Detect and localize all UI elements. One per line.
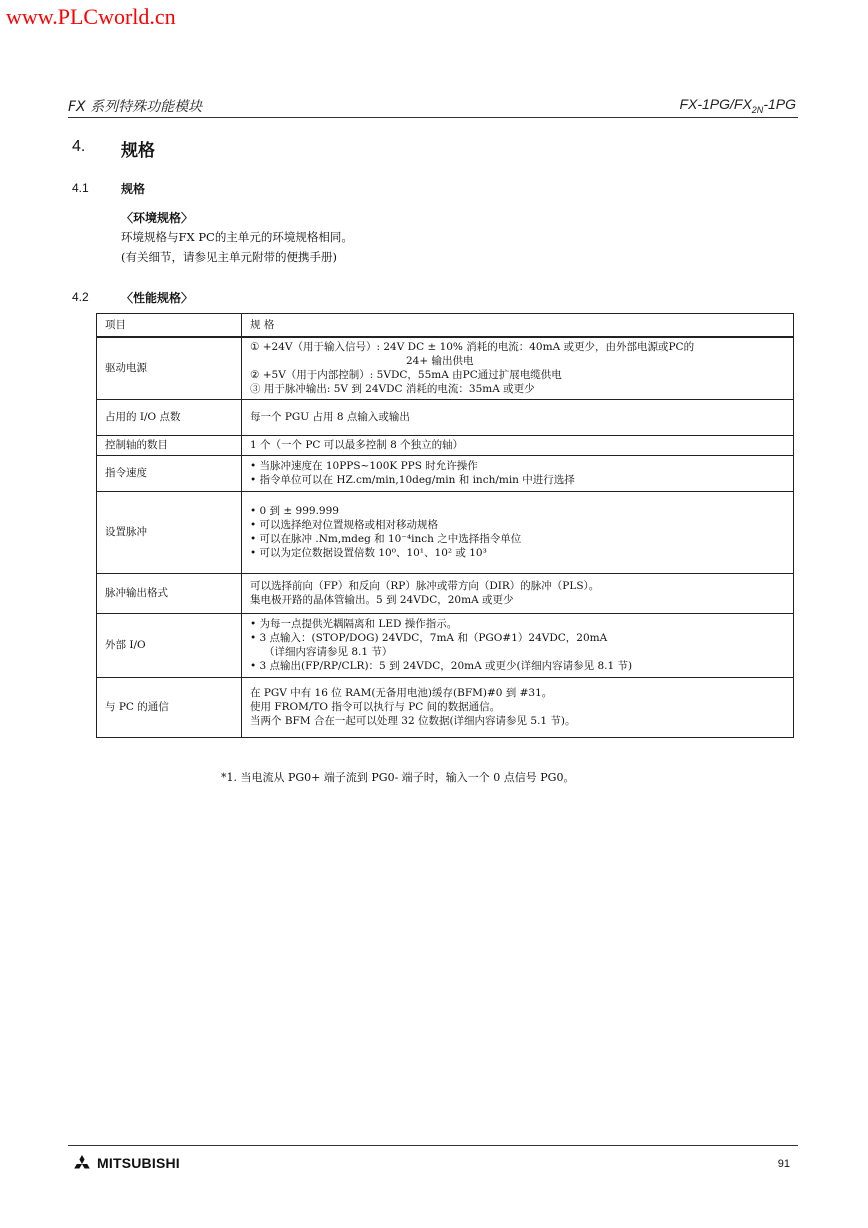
row-line: ① +24V（用于输入信号）: 24V DC ± 10% 消耗的电流：40mA 或更少，由外部电源或PC的: [250, 341, 695, 354]
row-line: 1 个（一个 PC 可以最多控制 8 个独立的轴）: [250, 439, 464, 451]
page-number: 91: [777, 1158, 790, 1170]
row-line: 每一个 PGU 占用 8 点输入或输出: [250, 411, 410, 423]
row-line: • 3 点输出(FP/RP/CLR)：5 到 24VDC，20mA 或更少(详细内容请参见 8.1 节): [250, 660, 633, 672]
footnote: *1. 当电流从 PG0+ 端子流到 PG0- 端子时，输入一个 0 点信号 PG0。: [221, 771, 575, 784]
three-diamonds-icon: [72, 1155, 92, 1171]
header-model-sub: 2N: [751, 104, 764, 115]
table-row: [97, 491, 794, 573]
row-line: 24+ 输出供电: [406, 355, 474, 368]
section-4-2-number: 4.2: [72, 290, 89, 304]
table-row: [97, 435, 794, 455]
section-4-title: 规格: [121, 141, 155, 161]
brand-name: MITSUBISHI: [97, 1155, 180, 1171]
table-row: [97, 613, 794, 677]
table-header-item: 项目: [97, 314, 242, 338]
header-rule: [68, 117, 798, 118]
row-label-axes: 控制轴的数目: [97, 435, 242, 455]
environment-spec-subtitle: 〈环境规格〉: [121, 211, 194, 225]
row-value-axes: [242, 435, 794, 455]
row-line: • 可以选择绝对位置规格或相对移动规格: [250, 519, 439, 531]
performance-spec-table: [96, 313, 794, 738]
row-value-power-supply: [242, 337, 794, 399]
watermark-url: www.PLCworld.cn: [6, 4, 176, 29]
table-row: [97, 337, 794, 399]
section-4-1-number: 4.1: [72, 181, 89, 195]
header-model-suffix: -1PG: [763, 96, 796, 112]
row-line: 可以选择前向（FP）和反向（RP）脉冲或带方向（DIR）的脉冲（PLS）。: [250, 580, 600, 592]
section-4-1-title: 规格: [121, 182, 146, 196]
row-line: 集电极开路的晶体管输出。5 到 24VDC，20mA 或更少: [250, 594, 514, 606]
row-value-io-points: [242, 399, 794, 435]
header-model: [679, 96, 796, 115]
row-value-command-speed: [242, 455, 794, 491]
table-row: [97, 455, 794, 491]
row-label-command-speed: 指令速度: [97, 455, 242, 491]
header-series-title: FX 系列特殊功能模块: [68, 99, 203, 115]
row-line: 在 PGV 中有 16 位 RAM(无备用电池)缓存(BFM)#0 到 #31。: [250, 687, 553, 699]
row-label-pc-communication: 与 PC 的通信: [97, 677, 242, 737]
row-value-pc-communication: [242, 677, 794, 737]
row-value-pulse-output-format: [242, 573, 794, 613]
row-value-external-io: [242, 613, 794, 677]
mitsubishi-logo: [72, 1155, 180, 1171]
row-line: • 指令单位可以在 HZ.cm/min,10deg/min 和 inch/min 中进行选择: [250, 474, 575, 486]
table-row: [97, 399, 794, 435]
table-header-row: [97, 314, 794, 338]
row-line: ③ 用于脉冲输出: 5V 到 24VDC 消耗的电流：35mA 或更少: [250, 383, 535, 396]
table-header-spec: 规 格: [242, 314, 794, 338]
row-line: • 可以为定位数据设置倍数 10⁰、10¹、10² 或 10³: [250, 547, 487, 559]
section-4-2-title: 〈性能规格〉: [121, 291, 194, 305]
row-line: 当两个 BFM 合在一起可以处理 32 位数据(详细内容请参见 5.1 节)。: [250, 715, 576, 727]
row-line: ② +5V（用于内部控制）: 5VDC，55mA 由PC通过扩展电缆供电: [250, 369, 562, 382]
row-line: • 3 点输入：(STOP/DOG) 24VDC，7mA 和（PGO#1）24VDC，20mA: [250, 632, 608, 644]
row-label-set-pulse: 设置脉冲: [97, 491, 242, 573]
row-line: • 0 到 ± 999.999: [250, 505, 339, 517]
environment-spec-line: (有关细节，请参见主单元附带的便携手册): [121, 250, 337, 264]
header-model-prefix: FX-1PG/FX: [679, 96, 752, 112]
environment-spec-line: 环境规格与FX PC的主单元的环境规格相同。: [121, 230, 353, 244]
row-value-set-pulse: [242, 491, 794, 573]
footer-rule: [68, 1145, 798, 1146]
row-line: • 可以在脉冲 .Nm,mdeg 和 10⁻⁴inch 之中选择指令单位: [250, 533, 522, 545]
row-line: 使用 FROM/TO 指令可以执行与 PC 间的数据通信。: [250, 701, 501, 713]
section-4-number: 4.: [72, 138, 86, 155]
row-label-pulse-output-format: 脉冲输出格式: [97, 573, 242, 613]
table-row: [97, 677, 794, 737]
row-line: （详细内容请参见 8.1 节）: [264, 646, 393, 658]
row-line: • 当脉冲速度在 10PPS~100K PPS 时允许操作: [250, 460, 478, 472]
row-line: • 为每一点提供光耦隔离和 LED 操作指示。: [250, 618, 458, 630]
table-row: [97, 573, 794, 613]
row-label-io-points: 占用的 I/O 点数: [97, 399, 242, 435]
row-label-power-supply: 驱动电源: [97, 337, 242, 399]
row-label-external-io: 外部 I/O: [97, 613, 242, 677]
